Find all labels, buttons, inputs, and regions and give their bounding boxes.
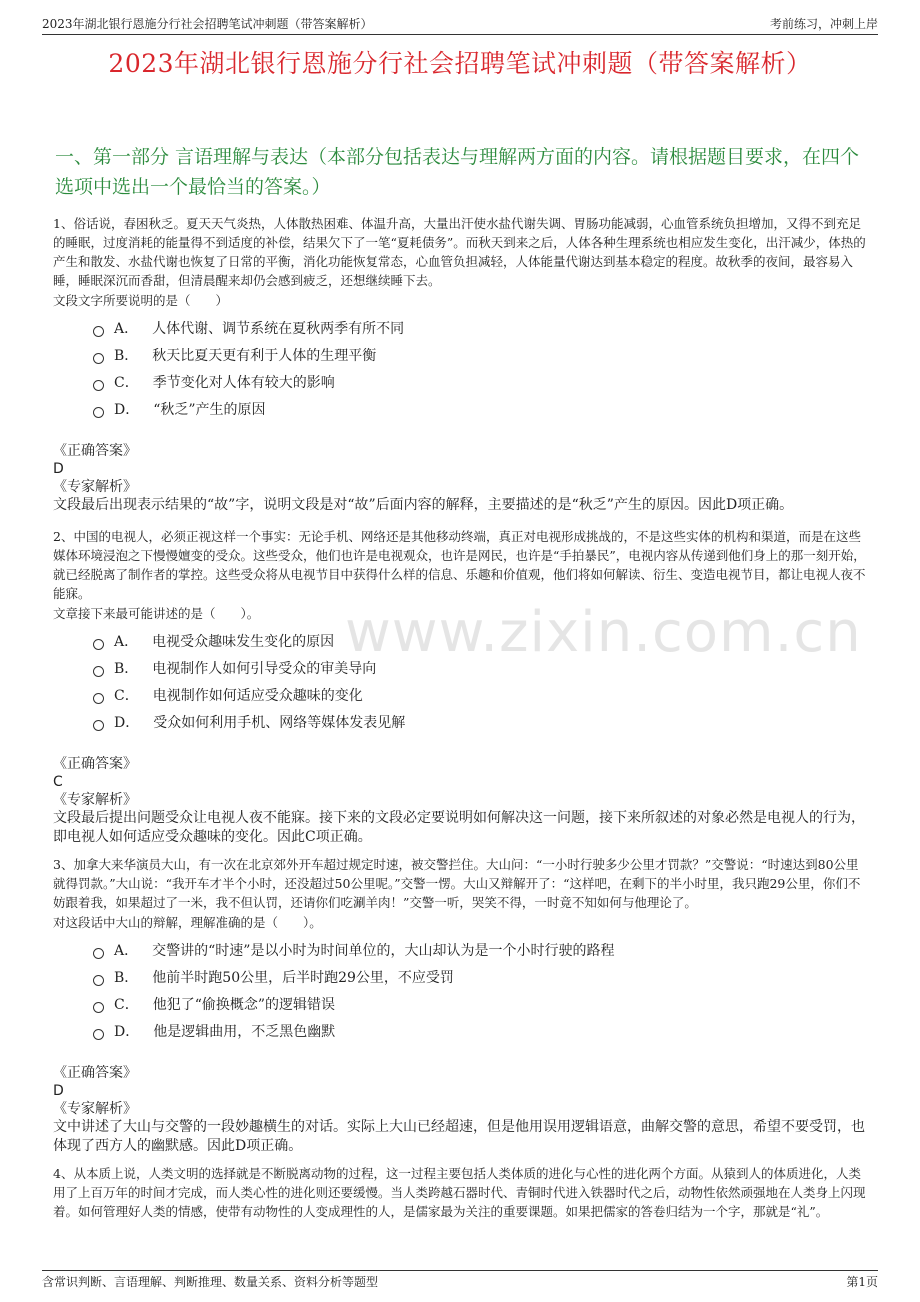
question-stem: 3、加拿大来华演员大山，有一次在北京郊外开车超过规定时速，被交警拦住。大山问：“一小时行驶多少公里才罚款？”交警说：“时速达到80公里就得罚款。”大山说：“我开车才半个小时，还没超过50公里呢。”交警一愣。大山又辩解开了：“这样吧，在剩下的半小时里，我只跑29公里，你们不妨跟着我，如果超过了一米，我不但认罚，还请你们吃涮羊肉！”交警一听，哭笑不得，一时竟不知如何与他理论了。 [53,857,861,910]
option-label: C． [114,997,139,1013]
question-stem: 4、从本质上说，人类文明的选择就是不断脱离动物的过程，这一过程主要包括人类体质的进化与心性的进化两个方面。从猿到人的体质进化，人类用了上百万年的时间才完成，而人类心性的进化则还要缓慢。当人类跨越石器时代、青铜时代进入铁器时代之后，动物性依然顽强地在人类身上闪现着。如何管理好人类的情感，使带有动物性的人变成理性的人，是儒家最为关注的重要课题。如果把儒家的答卷归结为一个字，那就是“礼”。 [53,1166,866,1219]
question-prompt: 对这段话中大山的辩解，理解准确的是（ ）。 [53,915,322,930]
option-b[interactable] [93,656,870,683]
radio-icon[interactable] [93,326,104,337]
option-label: B． [114,348,139,364]
answer-value: C [53,774,63,790]
option-list [93,629,870,737]
question-stem: 1、俗话说，春困秋乏。夏天天气炎热，人体散热困难、体温升高，大量出汗使水盐代谢失调、胃肠功能减弱，心血管系统负担增加，又得不到充足的睡眠，过度消耗的能量得不到适度的补偿，结果欠下了一笔“夏耗债务”。而秋天到来之后，人体各种生理系统也相应发生变化，出汗减少，体热的产生和散发、水盐代谢也恢复了日常的平衡，消化功能恢复常态，心血管负担减轻，人体能量代谢达到基本稳定的程度。故秋季的夜间，最容易入睡，睡眠深沉而香甜，但清晨醒来却仍会感到疲乏，还想继续睡下去。 [53,216,866,288]
option-text: 他犯了“偷换概念”的逻辑错误 [152,997,336,1013]
radio-icon[interactable] [93,666,104,677]
watermark: www.zixin.com.cn [345,600,862,665]
header-slogan: 考前练习，冲刺上岸 [769,17,878,31]
option-text: “秋乏”产生的原因 [153,402,266,418]
question-prompt: 文段文字所要说明的是（ ） [53,293,229,308]
answer-value: D [53,1083,64,1099]
option-b[interactable] [93,343,870,370]
radio-icon[interactable] [93,407,104,418]
option-label: A． [114,943,139,959]
option-c[interactable] [93,992,870,1019]
radio-icon[interactable] [93,380,104,391]
option-text: 秋天比夏天更有利于人体的生理平衡 [152,348,377,364]
question-prompt: 文章接下来最可能讲述的是（ ）。 [53,606,260,621]
question-4 [53,1164,870,1221]
radio-icon[interactable] [93,693,104,704]
radio-icon[interactable] [93,1002,104,1013]
question-2 [53,527,870,847]
option-label: D． [114,402,140,418]
option-a[interactable] [93,629,870,656]
radio-icon[interactable] [93,353,104,364]
option-text: 交警讲的“时速”是以小时为时间单位的，大山却认为是一个小时行驶的路程 [152,943,615,959]
option-label: D． [114,1024,140,1040]
option-c[interactable] [93,683,870,710]
option-label: C． [114,375,139,391]
option-c[interactable] [93,370,870,397]
option-label: B． [114,661,139,677]
option-list [93,938,870,1046]
explain-label: 《专家解析》 [53,479,137,495]
option-text: 电视制作人如何引导受众的审美导向 [152,661,377,677]
option-d[interactable] [93,397,870,424]
option-a[interactable] [93,938,870,965]
page-title: 2023年湖北银行恩施分行社会招聘笔试冲刺题（带答案解析） [108,49,812,78]
option-d[interactable] [93,710,870,737]
header-doc-title: 2023年湖北银行恩施分行社会招聘笔试冲刺题（带答案解析） [42,17,373,31]
question-1 [53,214,870,515]
page-footer [42,1270,878,1293]
option-text: 季节变化对人体有较大的影响 [152,375,335,391]
option-label: A． [114,321,139,337]
option-label: A． [114,634,139,650]
option-label: D． [114,715,140,731]
question-stem: 2、中国的电视人，必须正视这样一个事实：无论手机、网络还是其他移动终端，真正对电视形成挑战的，不是这些实体的机构和渠道，而是在这些媒体环境浸泡之下慢慢嬗变的受众。这些受众，他们也许是电视观众，也许是网民，也许是“手拍暴民”，电视内容从传递到他们身上的那一刻开始，就已经脱离了制作者的掌控。这些受众将从电视节目中获得什么样的信息、乐趣和价值观，他们将如何解读、衍生、变造电视节目，都让电视人夜不能寐。 [53,529,866,601]
explanation-text: 文段最后出现表示结果的“故”字，说明文段是对“故”后面内容的解释，主要描述的是“秋乏”产生的原因。因此D项正确。 [53,497,794,513]
option-text: 电视受众趣味发生变化的原因 [152,634,335,650]
explain-label: 《专家解析》 [53,792,137,808]
footer-note: 含常识判断、言语理解、判断推理、数量关系、资料分析等题型 [42,1275,379,1289]
answer-label: 《正确答案》 [53,756,137,772]
option-text: 他是逻辑曲用，不乏黑色幽默 [153,1024,336,1040]
option-text: 人体代谢、调节系统在夏秋两季有所不同 [152,321,405,337]
explanation-text: 文中讲述了大山与交警的一段妙趣横生的对话。实际上大山已经超速，但是他用误用逻辑语意，曲解交警的意思，希望不要受罚，也体现了西方人的幽默感。因此D项正确。 [53,1119,865,1154]
explain-label: 《专家解析》 [53,1101,137,1117]
answer-label: 《正确答案》 [53,1065,137,1081]
radio-icon[interactable] [93,975,104,986]
radio-icon[interactable] [93,720,104,731]
section-heading: 一、第一部分 言语理解与表达（本部分包括表达与理解两方面的内容。请根据题目要求，在四个选项中选出一个最恰当的答案。） [55,146,860,198]
option-text: 他前半时跑50公里，后半时跑29公里，不应受罚 [152,970,454,986]
option-a[interactable] [93,316,870,343]
radio-icon[interactable] [93,639,104,650]
option-list [93,316,870,424]
option-b[interactable] [93,965,870,992]
answer-label: 《正确答案》 [53,443,137,459]
option-text: 受众如何利用手机、网络等媒体发表见解 [153,715,406,731]
answer-value: D [53,461,64,477]
option-label: C． [114,688,139,704]
explanation-text: 文段最后提出问题受众让电视人夜不能寐。接下来的文段必定要说明如何解决这一问题，接下来所叙述的对象必然是电视人的行为，即电视人如何适应受众趣味的变化。因此C项正确。 [53,810,865,845]
option-text: 电视制作如何适应受众趣味的变化 [152,688,363,704]
option-label: B． [114,970,139,986]
page-number: 第1页 [846,1275,878,1289]
question-3 [53,855,870,1156]
option-d[interactable] [93,1019,870,1046]
radio-icon[interactable] [93,948,104,959]
radio-icon[interactable] [93,1029,104,1040]
page-header [42,10,878,35]
